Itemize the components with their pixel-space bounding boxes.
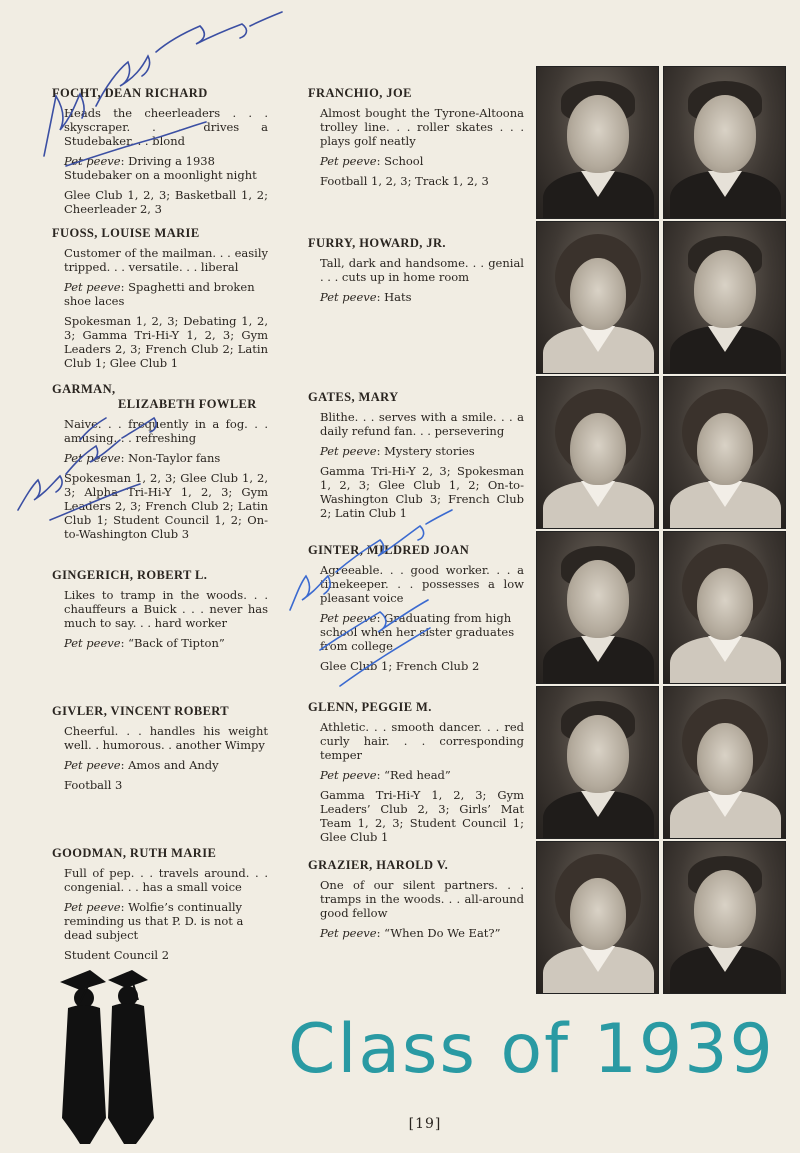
portrait-photo-glenn — [663, 686, 786, 839]
student-bio: Cheerful. . . handles his weight well. . humorous. . another Wimpy — [64, 724, 268, 752]
entry-garman — [52, 382, 268, 547]
student-bio: Blithe. . . serves with a smile. . . a daily refund fan. . . persevering — [320, 410, 524, 438]
student-bio: Full of pep. . . travels around. . . congenial. . . has a small voice — [64, 866, 268, 894]
entry-franchio — [308, 86, 524, 194]
entry-fuoss — [52, 226, 268, 376]
pet-peeve: Pet peeve: Mystery stories — [320, 444, 475, 458]
student-activities: Spokesman 1, 2, 3; Glee Club 1, 2, 3; Alpha Tri-Hi-Y 1, 2, 3; Gym Leaders 2, 3; French Club 2; Latin Club 1; Student Council 1, 2; On-to-Washington Club 3 — [64, 471, 268, 541]
student-activities: Student Council 2 — [64, 948, 170, 962]
portrait-photo-franchio — [663, 66, 786, 219]
entry-ginter — [308, 543, 524, 679]
pet-peeve: Pet peeve: Hats — [320, 290, 412, 304]
pet-peeve: Pet peeve: Wolfie’s continually reminding us that P. D. is not a dead subject — [64, 900, 244, 942]
student-bio: Almost bought the Tyrone-Altoona trolley line. . . roller skates . . . plays golf neatly — [320, 106, 524, 148]
student-name: FRANCHIO, JOE — [308, 86, 412, 100]
entry-goodman — [52, 846, 268, 968]
entry-gates — [308, 390, 524, 526]
entry-glenn — [308, 700, 524, 850]
pet-peeve: Pet peeve: Graduating from high school when her sister graduates from college — [320, 611, 515, 653]
student-name: GINGERICH, ROBERT L. — [52, 568, 208, 582]
class-title: Class of 1939 — [288, 1010, 775, 1089]
student-bio: Likes to tramp in the woods. . . chauffeurs a Buick . . . never has much to say. . . hard worker — [64, 588, 268, 630]
student-name: GOODMAN, RUTH MARIE — [52, 846, 217, 860]
student-bio: Agreeable. . . good worker. . . a timekeeper. . . possesses a low pleasant voice — [320, 563, 524, 605]
student-name: FURRY, HOWARD, JR. — [308, 236, 446, 250]
pet-peeve: Pet peeve: School — [320, 154, 424, 168]
pet-peeve: Pet peeve: “Red head” — [320, 768, 451, 782]
student-bio: Customer of the mailman. . . easily tripped. . . versatile. . . liberal — [64, 246, 268, 274]
pet-peeve: Pet peeve: Non-Taylor fans — [64, 451, 221, 465]
portrait-photo-furry — [663, 221, 786, 374]
student-name-continued: ELIZABETH FOWLER — [118, 397, 257, 411]
portrait-photo-ginter — [663, 531, 786, 684]
student-name: GRAZIER, HAROLD V. — [308, 858, 449, 872]
portrait-photo-gingerich — [536, 531, 659, 684]
student-name: GARMAN, — [52, 382, 116, 396]
student-activities: Gamma Tri-Hi-Y 1, 2, 3; Gym Leaders’ Club 2, 3; Girls’ Mat Team 1, 2, 3; Student Council 1; Glee Club 1 — [320, 788, 524, 844]
portrait-photo-givler — [536, 686, 659, 839]
portrait-photo-fuoss — [536, 221, 659, 374]
entry-givler — [52, 704, 268, 798]
student-bio: One of our silent partners. . . tramps in the woods. . . all-around good fellow — [320, 878, 524, 920]
portrait-grid — [536, 66, 786, 996]
entry-grazier — [308, 858, 524, 946]
portrait-photo-goodman — [536, 841, 659, 994]
student-bio: Heads the cheerleaders . . . skyscraper. . . drives a Studebaker. . . blond — [64, 106, 268, 148]
student-name: FUOSS, LOUISE MARIE — [52, 226, 200, 240]
portrait-photo-gates — [663, 376, 786, 529]
student-name: GINTER, MILDRED JOAN — [308, 543, 470, 557]
entry-gingerich — [52, 568, 268, 656]
student-activities: Football 1, 2, 3; Track 1, 2, 3 — [320, 174, 489, 188]
page-number: [19] — [408, 1116, 442, 1132]
student-name: GATES, MARY — [308, 390, 399, 404]
student-bio: Tall, dark and handsome. . . genial . . . cuts up in home room — [320, 256, 524, 284]
entry-focht — [52, 86, 268, 222]
portrait-photo-grazier — [663, 841, 786, 994]
portrait-photo-garman — [536, 376, 659, 529]
pet-peeve: Pet peeve: Amos and Andy — [64, 758, 219, 772]
student-bio: Naive. . . frequently in a fog. . . amusing. . . refreshing — [64, 417, 268, 445]
pet-peeve: Pet peeve: “When Do We Eat?” — [320, 926, 501, 940]
student-activities: Football 3 — [64, 778, 123, 792]
pet-peeve: Pet peeve: Driving a 1938 Studebaker on a moonlight night — [64, 154, 257, 182]
student-name: FOCHT, DEAN RICHARD — [52, 86, 208, 100]
entry-furry — [308, 236, 524, 310]
pet-peeve: Pet peeve: Spaghetti and broken shoe laces — [64, 280, 255, 308]
portrait-photo-focht — [536, 66, 659, 219]
student-name: GIVLER, VINCENT ROBERT — [52, 704, 230, 718]
student-activities: Gamma Tri-Hi-Y 2, 3; Spokesman 1, 2, 3; Glee Club 1, 2; On-to-Washington Club 3; French Club 2; Latin Club 1 — [320, 464, 524, 520]
student-activities: Glee Club 1, 2, 3; Basketball 1, 2; Cheerleader 2, 3 — [64, 188, 268, 216]
student-name: GLENN, PEGGIE M. — [308, 700, 432, 714]
student-activities: Glee Club 1; French Club 2 — [320, 659, 480, 673]
student-bio: Athletic. . . smooth dancer. . . red curly hair. . . corresponding temper — [320, 720, 524, 762]
student-activities: Spokesman 1, 2, 3; Debating 1, 2, 3; Gamma Tri-Hi-Y 1, 2, 3; Gym Leaders 2, 3; French Club 2; Latin Club 1; Glee Club 1 — [64, 314, 268, 370]
pet-peeve: Pet peeve: “Back of Tipton” — [64, 636, 225, 650]
